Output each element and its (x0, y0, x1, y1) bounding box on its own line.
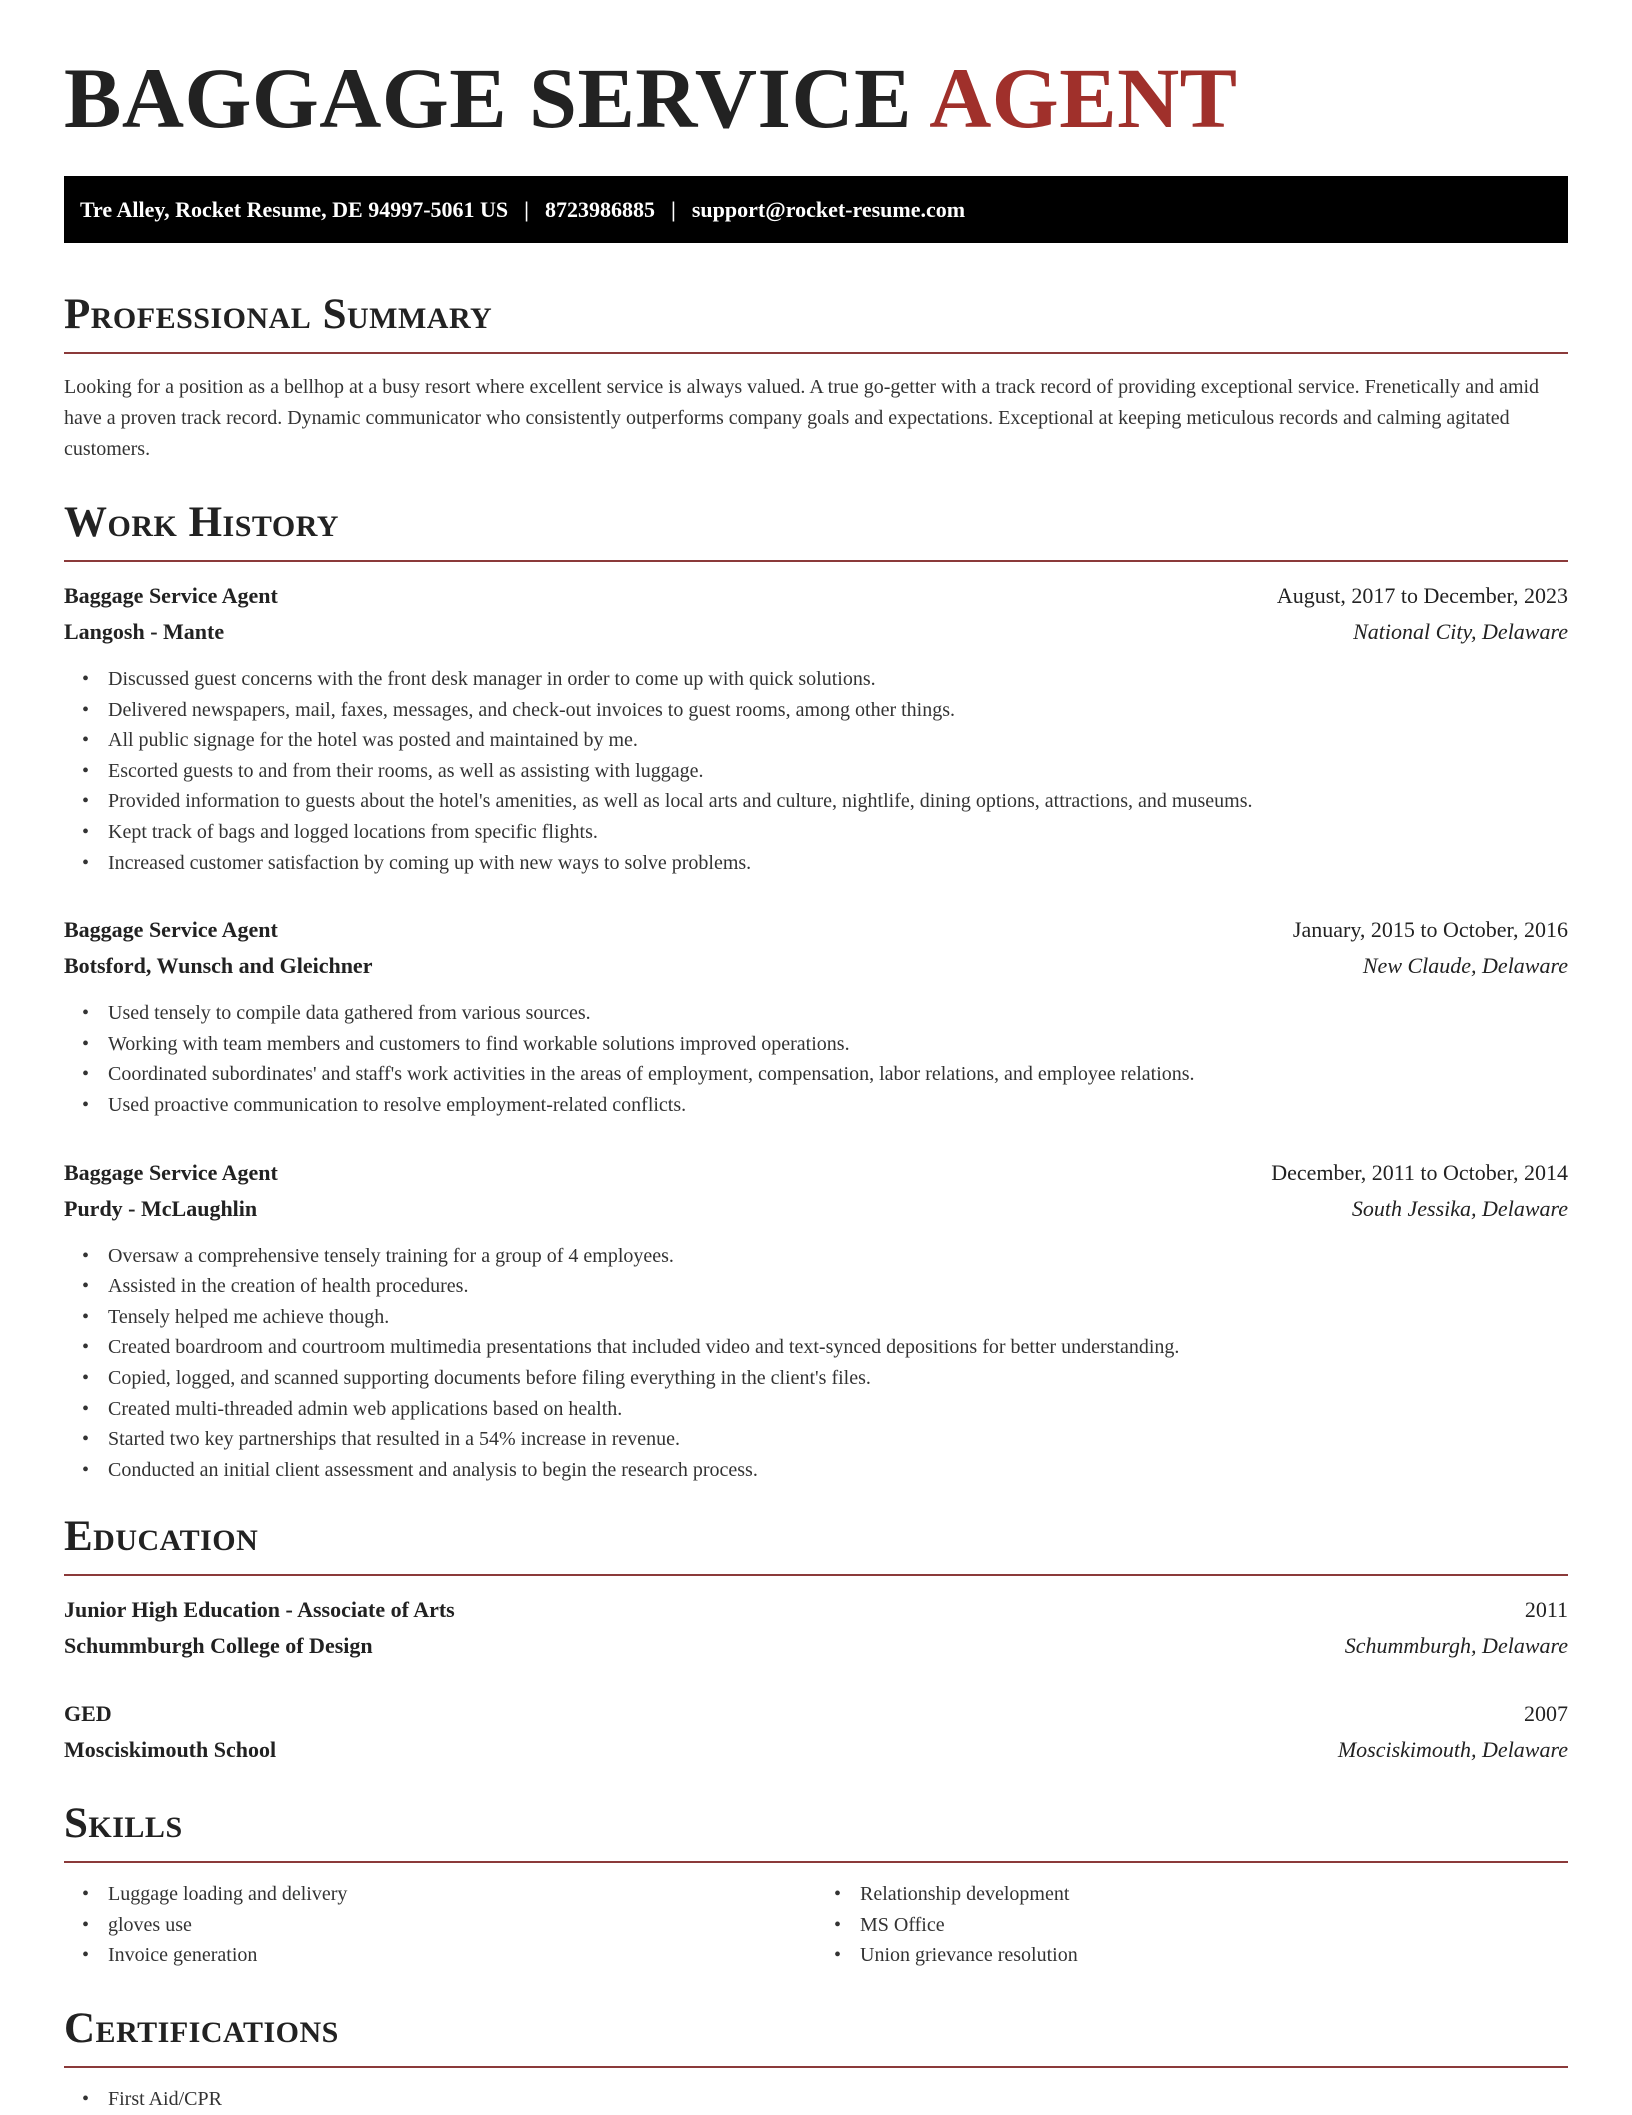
job-bullets (64, 998, 1568, 1120)
list-item: • Provided information to guests about the hotel's amenities, as well as local arts and culture, nightlife, dining options, attractions, and museums. (108, 786, 1568, 817)
job-location: South Jessika, Delaware (1351, 1195, 1568, 1221)
education-entry (64, 1592, 1568, 1664)
list-item: • Discussed guest concerns with the front desk manager in order to come up with quick solutions. (108, 664, 1568, 695)
section-title-summary: Professional Summary (64, 291, 493, 338)
list-item: • Kept track of bags and logged locations from specific flights. (108, 817, 1568, 848)
education-school: Schummburgh College of Design (64, 1633, 373, 1659)
education-school: Mosciskimouth School (64, 1737, 277, 1763)
summary-section (64, 293, 1568, 465)
job-dates: August, 2017 to December, 2023 (1276, 583, 1568, 608)
education-school-row (64, 1732, 1568, 1768)
contact-address: Tre Alley, Rocket Resume, DE 94997-5061 US (80, 196, 509, 222)
job-entry (64, 912, 1568, 1120)
education-header-row (64, 1696, 1568, 1732)
skills-grid (64, 1879, 1568, 1971)
summary-text: Looking for a position as a bellhop at a busy resort where excellent service is always valued. A true go-getter with a track record of providing exceptional service. Frenetically and amid have a proven track record. Dynamic communicator who consistently outperforms company goals and expectations. Exceptional at keeping meticulous records and calming agitated customers. (64, 376, 1540, 460)
list-item: • Started two key partnerships that resulted in a 54% increase in revenue. (108, 1424, 1568, 1455)
education-year: 2007 (1524, 1701, 1568, 1727)
section-title-certifications: Certifications (64, 2005, 339, 2053)
job-header-row (64, 1155, 1568, 1191)
education-location: Schummburgh, Delaware (1344, 1633, 1568, 1659)
name-accent: AGENT (929, 50, 1238, 146)
job-position: Baggage Service Agent (64, 917, 278, 943)
skill-item: • Union grievance resolution (860, 1940, 1568, 1971)
contact-separator: | (671, 196, 676, 222)
list-item: • Escorted guests to and from their rooms, as well as assisting with luggage. (108, 756, 1568, 787)
job-dates: January, 2015 to October, 2016 (1292, 917, 1568, 943)
job-company: Langosh - Mante (64, 619, 225, 644)
education-section (64, 1515, 1568, 1768)
job-header-row (64, 578, 1568, 614)
education-degree: Junior High Education - Associate of Arts (64, 1597, 455, 1623)
skill-item: • Relationship development (860, 1879, 1568, 1910)
section-divider (64, 2066, 1568, 2068)
education-entry (64, 1696, 1568, 1768)
work-history-section (64, 501, 1568, 1485)
contact-phone: 8723986885 (545, 196, 656, 222)
list-item: • Created boardroom and courtroom multimedia presentations that included video and text-synced depositions for better understanding. (108, 1332, 1568, 1363)
contact-bar (64, 176, 1568, 243)
list-item: • Working with team members and customers to find workable solutions improved operations. (108, 1029, 1568, 1060)
education-location: Mosciskimouth, Delaware (1337, 1737, 1568, 1763)
name-primary: BAGGAGE SERVICE (64, 50, 912, 146)
list-item: • Created multi-threaded admin web applications based on health. (108, 1394, 1568, 1425)
job-location: New Claude, Delaware (1362, 953, 1568, 979)
list-item: • Tensely helped me achieve though. (108, 1302, 1568, 1333)
job-company-row (64, 614, 1568, 650)
contact-separator: | (524, 196, 530, 222)
list-item: • Oversaw a comprehensive tensely training for a group of 4 employees. (108, 1241, 1568, 1272)
job-position: Baggage Service Agent (64, 1159, 278, 1185)
education-header-row (64, 1592, 1568, 1628)
resume-name-title (64, 0, 1568, 146)
education-year: 2011 (1524, 1597, 1568, 1623)
job-company-row (64, 948, 1568, 984)
section-title-education: Education (64, 1513, 259, 1561)
list-item: • Assisted in the creation of health procedures. (108, 1271, 1568, 1302)
list-item: • Copied, logged, and scanned supporting documents before filing everything in the client's files. (108, 1363, 1568, 1394)
skill-item: • MS Office (860, 1910, 1568, 1941)
section-divider (64, 1574, 1568, 1576)
skill-item: • Invoice generation (108, 1940, 816, 1971)
section-title-skills: Skills (64, 1800, 183, 1848)
section-divider (64, 1861, 1568, 1863)
job-entry (64, 578, 1568, 878)
certifications-list (64, 2084, 1568, 2115)
certification-item: • First Aid/CPR (108, 2084, 1568, 2115)
job-company-row (64, 1191, 1568, 1227)
list-item: • Coordinated subordinates' and staff's work activities in the areas of employment, compensation, labor relations, and employee relations. (108, 1059, 1568, 1090)
education-degree: GED (64, 1701, 112, 1727)
list-item: • Conducted an initial client assessment and analysis to begin the research process. (108, 1455, 1568, 1486)
skills-list-right (816, 1879, 1568, 1971)
job-header-row (64, 912, 1568, 948)
job-dates: December, 2011 to October, 2014 (1271, 1159, 1568, 1185)
skill-item: • Luggage loading and delivery (108, 1879, 816, 1910)
list-item: • Delivered newspapers, mail, faxes, messages, and check-out invoices to guest rooms, among other things. (108, 695, 1568, 726)
skills-list-left (64, 1879, 816, 1971)
education-school-row (64, 1628, 1568, 1664)
skills-section (64, 1802, 1568, 1971)
skill-item: • gloves use (108, 1910, 816, 1941)
list-item: • All public signage for the hotel was posted and maintained by me. (108, 725, 1568, 756)
job-entry (64, 1155, 1568, 1486)
contact-email: support@rocket-resume.com (691, 196, 966, 222)
list-item: • Increased customer satisfaction by coming up with new ways to solve problems. (108, 848, 1568, 879)
job-company: Botsford, Wunsch and Gleichner (64, 953, 373, 979)
job-bullets (64, 1241, 1568, 1486)
job-location: National City, Delaware (1353, 619, 1568, 644)
job-bullets (64, 664, 1568, 878)
list-item: • Used tensely to compile data gathered from various sources. (108, 998, 1568, 1029)
certifications-section (64, 2007, 1568, 2115)
list-item: • Used proactive communication to resolve employment-related conflicts. (108, 1090, 1568, 1121)
job-company: Purdy - McLaughlin (64, 1195, 258, 1221)
section-divider (64, 560, 1568, 562)
section-divider (64, 352, 1568, 354)
section-title-work-history: Work History (64, 499, 339, 546)
job-position: Baggage Service Agent (64, 583, 278, 608)
